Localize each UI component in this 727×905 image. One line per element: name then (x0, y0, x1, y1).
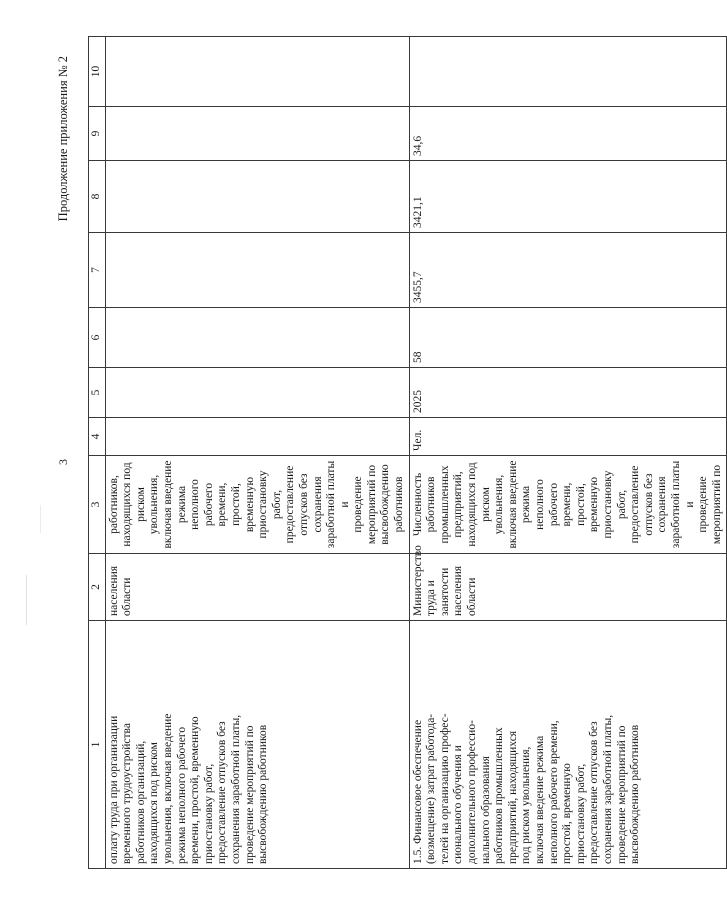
column-number-row (89, 37, 106, 869)
program-table (88, 36, 727, 869)
continuation-label: Продолжение приложения № 2 (56, 56, 70, 222)
column-number: 8 (89, 161, 106, 233)
page-number: 3 (56, 459, 70, 465)
table-row (105, 37, 409, 869)
responsible-executor: Министерство труда и занятости населения области (411, 545, 479, 616)
scan-mark (40, 505, 41, 533)
total-amount: 3455,7 (411, 271, 424, 303)
column-number: 2 (89, 554, 106, 621)
column-number: 10 (89, 37, 106, 107)
indicator-name: работников, находящихся под риском увольнения, включая введение режима неполного рабочего времени, простой, временную приостановку работ, предоставление отпусков без сохранения заработной платы и проведение мероприятий по высвобождению работников (107, 460, 406, 549)
column-number: 7 (89, 233, 106, 308)
column-number: 6 (89, 308, 106, 368)
responsible-executor: населения области (107, 565, 134, 616)
regional-amount: 34,6 (411, 135, 424, 156)
indicator-name: Численность работников промышленных предприятий, находящихся под риском увольнения, включая введение режима неполного рабочего времени, простой, временную приостановку работ, предоставление отпусков без сохранения заработной платы и проведение мероприятий по (411, 460, 723, 549)
federal-amount: 3421,1 (411, 196, 424, 228)
column-number: 9 (89, 107, 106, 161)
column-number: 5 (89, 368, 106, 418)
measure-description: 1.5. Финансовое обеспечение (возмещение) затрат работода- телей на организацию профес- сионального обучения и дополнительного профессио- нального образования работников промышленных предприятий, находящихся под риском увольнения, включая введение режима неполного рабочего времени, простой, временную приостановку работ, предоставление отпусков без сохранения заработной платы, проведение мероприятий по высвобождению работников (411, 713, 642, 864)
year-value: 2025 (411, 390, 424, 413)
scan-mark (26, 575, 27, 625)
indicator-value: 58 (411, 351, 424, 363)
column-number: 1 (89, 621, 106, 869)
unit-of-measure: Чел. (411, 429, 424, 451)
column-number: 3 (89, 456, 106, 554)
table-row (409, 37, 727, 869)
column-number: 4 (89, 418, 106, 456)
measure-description: оплату труда при организации временного трудоустройства работников организаций, находящихся под риском увольнения, включая введение режима неполного рабочего времени, простой, временную приостановку работ, предоставление отпусков без сохранения заработной платы, проведение мероприятий по высвобождению работников (107, 713, 270, 864)
